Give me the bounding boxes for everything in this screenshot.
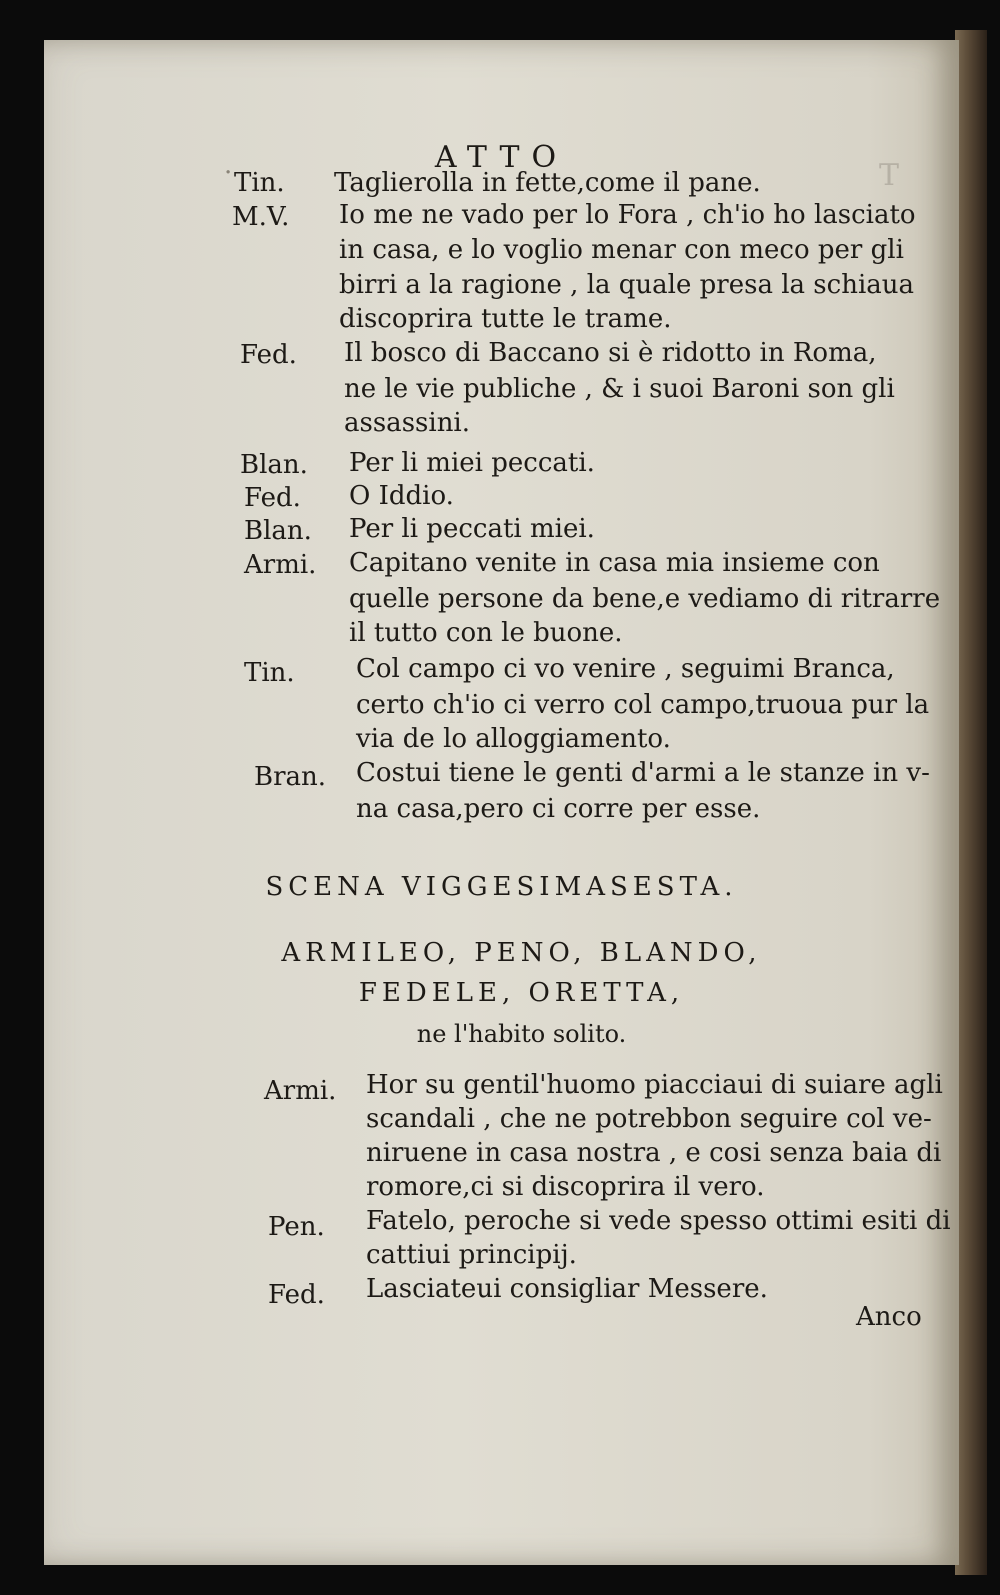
speech-line: Io me ne vado per lo Fora , ch'io ho lasciato bbox=[339, 200, 916, 230]
speech-line: in casa, e lo voglio menar con meco per gli bbox=[339, 235, 904, 265]
scene-title: SCENA VIGGESIMASESTA. bbox=[265, 872, 738, 902]
speech-line: discoprira tutte le trame. bbox=[339, 304, 672, 334]
speech-line: Fatelo, peroche si vede spesso ottimi esiti di bbox=[366, 1206, 951, 1236]
speech-line: scandali , che ne potrebbon seguire col ve- bbox=[366, 1104, 932, 1134]
speech-line: Hor su gentil'huomo piacciaui di suiare agli bbox=[366, 1070, 943, 1100]
speech-line: Col campo ci vo venire , seguimi Branca, bbox=[356, 654, 895, 684]
book-spine-edge bbox=[955, 30, 987, 1575]
speech-line: Taglierolla in fette,come il pane. bbox=[334, 168, 761, 198]
book-page bbox=[44, 40, 959, 1565]
cast-note: ne l'habito solito. bbox=[416, 1020, 627, 1048]
speaker-label: Blan. bbox=[244, 516, 312, 546]
speaker-label: Armi. bbox=[244, 550, 317, 580]
speaker-label: Blan. bbox=[240, 450, 308, 480]
speaker-label: Armi. bbox=[264, 1076, 337, 1106]
speech-line: cattiui principij. bbox=[366, 1240, 577, 1270]
page-number-faded: · bbox=[224, 158, 233, 188]
speaker-label: Fed. bbox=[268, 1280, 325, 1310]
speech-line: via de lo alloggiamento. bbox=[356, 724, 671, 754]
speech-line: niruene in casa nostra , e cosi senza baia di bbox=[366, 1138, 942, 1168]
speech-line: il tutto con le buone. bbox=[349, 618, 623, 648]
speaker-label: Fed. bbox=[240, 340, 297, 370]
speech-line: na casa,pero ci corre per esse. bbox=[356, 794, 761, 824]
running-header: ATTO bbox=[434, 140, 569, 175]
speech-line: quelle persone da bene,e vediamo di ritrarre bbox=[349, 584, 941, 614]
speech-line: Capitano venite in casa mia insieme con bbox=[349, 548, 880, 578]
speech-line: Costui tiene le genti d'armi a le stanze in v- bbox=[356, 758, 930, 788]
speaker-label: Bran. bbox=[254, 762, 327, 792]
speaker-label: Tin. bbox=[244, 658, 295, 688]
speech-line: Per li miei peccati. bbox=[349, 448, 595, 478]
speech-line: romore,ci si discoprira il vero. bbox=[366, 1172, 765, 1202]
cast-line-2: FEDELE, ORETTA, bbox=[358, 978, 685, 1008]
speaker-label: M.V. bbox=[232, 202, 290, 232]
speech-line: Lasciateui consigliar Messere. bbox=[366, 1274, 768, 1304]
speech-line: assassini. bbox=[344, 408, 471, 438]
catchword: Anco bbox=[856, 1302, 922, 1332]
speech-line: Il bosco di Baccano si è ridotto in Roma, bbox=[344, 338, 877, 368]
speech-line: birri a la ragione , la quale presa la schiaua bbox=[339, 270, 915, 300]
cast-line-1: ARMILEO, PENO, BLANDO, bbox=[281, 938, 762, 968]
speaker-label: Pen. bbox=[268, 1212, 325, 1242]
speaker-label: Fed. bbox=[244, 483, 301, 513]
show-through-text: T bbox=[879, 158, 904, 193]
speech-line: ne le vie publiche , & i suoi Baroni son gli bbox=[344, 374, 895, 404]
speech-line: certo ch'io ci verro col campo,truoua pur la bbox=[356, 690, 930, 720]
speech-line: Per li peccati miei. bbox=[349, 514, 595, 544]
speaker-label: Tin. bbox=[234, 168, 285, 198]
speech-line: O Iddio. bbox=[349, 481, 454, 511]
